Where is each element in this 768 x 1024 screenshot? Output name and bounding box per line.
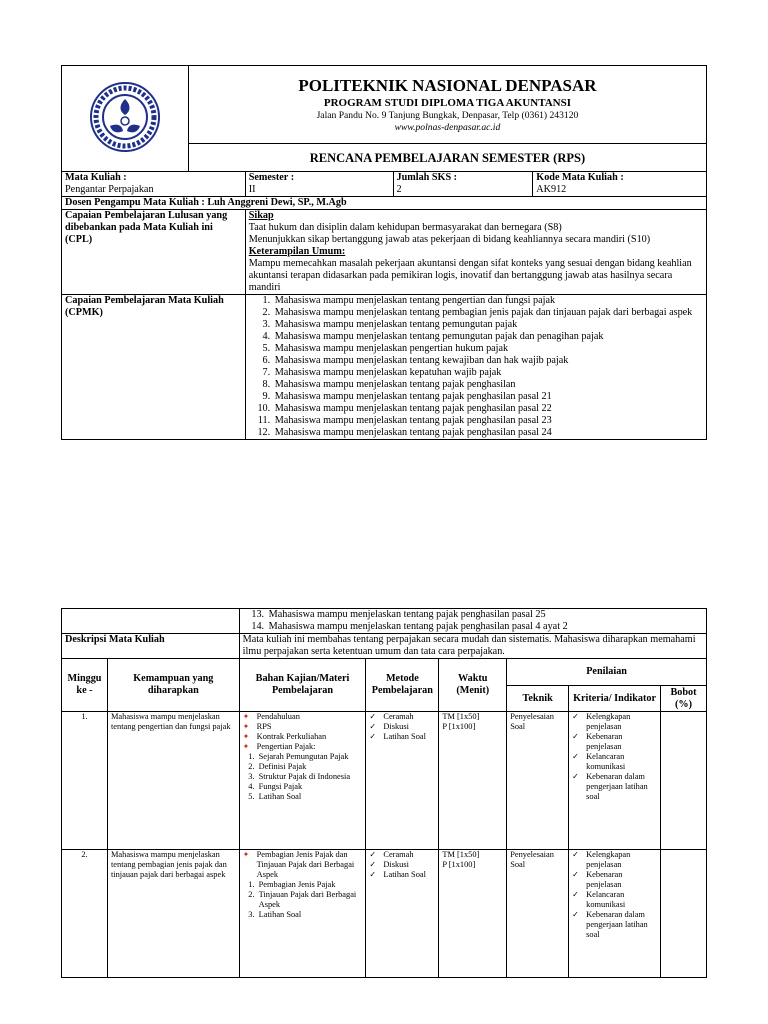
cpmk-item: 4. Mahasiswa mampu menjelaskan tentang pemungutan pajak dan penagihan pajak: [273, 331, 703, 343]
cpmk-item: 13. Mahasiswa mampu menjelaskan tentang pajak penghasilan pasal 25: [267, 609, 703, 621]
cpl-label: Capaian Pembelajaran Lulusan yang dibebankan pada Mata Kuliah ini (CPL): [62, 210, 246, 295]
institution-name: POLITEKNIK NASIONAL DENPASAR: [298, 76, 597, 95]
keterampilan-item: Mampu memecahkan masalah pekerjaan akuntansi dengan sifat konteks yang sesuai dengan bidang keahlian akuntansi terapan didasarkan pada pemikiran logis, inovatif dan bertanggung jawab atas hasilnya secara mandiri: [248, 258, 692, 293]
kode-label: Kode Mata Kuliah :: [536, 172, 624, 183]
bahan-bullet: ✦ Pendahuluan: [243, 712, 363, 722]
bahan-subitem: 2. Tinjauan Pajak dari Berbagai Aspek: [257, 890, 363, 910]
metode-item: ✓ Ceramah: [369, 712, 435, 722]
week-waktu: [439, 850, 507, 978]
sikap-item: Menunjukkan sikap bertanggung jawab atas pekerjaan di bidang keahliannya secara mandiri (S10): [248, 234, 651, 245]
week-kriteria: [569, 850, 661, 978]
cpmk-item: 14. Mahasiswa mampu menjelaskan tentang pajak penghasilan pasal 4 ayat 2: [267, 621, 703, 633]
cpl-content: [245, 210, 706, 295]
col-kriteria: Kriteria/ Indikator: [569, 686, 661, 712]
table-row: [62, 712, 707, 850]
waktu-p: P [1x100]: [442, 860, 476, 869]
col-minggu: Minggu ke -: [62, 659, 108, 712]
bahan-subitem: 1. Sejarah Pemungutan Pajak: [257, 752, 363, 762]
bahan-bullet: ✦ Pengertian Pajak:: [243, 742, 363, 752]
waktu-tm: TM [1x50]: [442, 850, 480, 859]
sks-value: 2: [396, 184, 402, 195]
kriteria-item: ✓ Kelengkapan penjelasan: [572, 712, 657, 732]
institution-website: www.polnas-denpasar.ac.id: [394, 122, 501, 133]
cpmk-content: [245, 295, 706, 440]
deskripsi-label: Deskripsi Mata Kuliah: [62, 634, 240, 659]
semester-cell: [245, 172, 393, 197]
cpmk-cont-label: [62, 609, 240, 634]
cpmk-item: 6. Mahasiswa mampu menjelaskan tentang kewajiban dan hak wajib pajak: [273, 355, 703, 367]
deskripsi-text: Mata kuliah ini membahas tentang perpajakan secara mudah dan sistematis. Mahasiswa diharapkan memahami ilmu perpajakan serta ketentuan umum dan tata cara perpajakan.: [239, 634, 706, 659]
document-title: RENCANA PEMBELAJARAN SEMESTER (RPS): [188, 144, 706, 172]
bahan-subitem: 5. Latihan Soal: [257, 792, 363, 802]
bahan-subitem: 4. Fungsi Pajak: [257, 782, 363, 792]
kriteria-item: ✓ Kelancaran komunikasi: [572, 752, 657, 772]
bahan-bullet: ✦ Kontrak Perkuliahan: [243, 732, 363, 742]
col-bobot: Bobot (%): [661, 686, 707, 712]
bahan-subitem: 3. Latihan Soal: [257, 910, 363, 920]
week-kemampuan: Mahasiswa mampu menjelaskan tentang pengertian dan fungsi pajak: [107, 712, 239, 850]
waktu-p: P [1x100]: [442, 722, 476, 731]
cpmk-item: 1. Mahasiswa mampu menjelaskan tentang pengertian dan fungsi pajak: [273, 295, 703, 307]
logo-cell: [62, 66, 189, 172]
cpmk-item: 3. Mahasiswa mampu menjelaskan tentang pemungutan pajak: [273, 319, 703, 331]
kriteria-item: ✓ Kebenaran dalam pengerjaan latihan soal: [572, 910, 657, 940]
week-kriteria: [569, 712, 661, 850]
cpmk-item: 8. Mahasiswa mampu menjelaskan tentang pajak penghasilan: [273, 379, 703, 391]
week-metode: [366, 850, 439, 978]
rps-weekly-table: [61, 608, 707, 978]
semester-label: Semester :: [248, 172, 295, 183]
mata-kuliah-cell: [62, 172, 246, 197]
sikap-heading: Sikap: [248, 210, 274, 221]
bahan-subitem: 1. Pembagian Jenis Pajak: [257, 880, 363, 890]
week-teknik: Penyelesaian Soal: [507, 850, 569, 978]
dosen-pengampu: Dosen Pengampu Mata Kuliah : Luh Anggreni Dewi, SP., M.Agb: [62, 197, 707, 210]
program-name: PROGRAM STUDI DIPLOMA TIGA AKUNTANSI: [323, 97, 571, 109]
mata-kuliah-value: Pengantar Perpajakan: [65, 184, 154, 195]
polnas-logo-icon: [89, 81, 161, 153]
week-number: 1.: [62, 712, 108, 850]
col-teknik: Teknik: [507, 686, 569, 712]
week-number: 2.: [62, 850, 108, 978]
kode-cell: [533, 172, 707, 197]
col-bahan: Bahan Kajian/Materi Pembelajaran: [239, 659, 366, 712]
cpmk-item: 7. Mahasiswa mampu menjelaskan kepatuhan wajib pajak: [273, 367, 703, 379]
metode-item: ✓ Diskusi: [369, 722, 435, 732]
kriteria-item: ✓ Kebenaran penjelasan: [572, 732, 657, 752]
table-row: [62, 850, 707, 978]
bahan-bullet: ✦ RPS: [243, 722, 363, 732]
bahan-subitem: 2. Definisi Pajak: [257, 762, 363, 772]
metode-item: ✓ Latihan Soal: [369, 870, 435, 880]
kode-value: AK912: [536, 184, 567, 195]
week-bobot: [661, 712, 707, 850]
sks-label: Jumlah SKS :: [396, 172, 458, 183]
week-kemampuan: Mahasiswa mampu menjelaskan tentang pembagian jenis pajak dan tinjauan pajak dari berbagai aspek: [107, 850, 239, 978]
sks-cell: [393, 172, 533, 197]
kriteria-item: ✓ Kebenaran dalam pengerjaan latihan soal: [572, 772, 657, 802]
cpmk-item: 10. Mahasiswa mampu menjelaskan tentang pajak penghasilan pasal 22: [273, 403, 703, 415]
cpmk-item: 11. Mahasiswa mampu menjelaskan tentang pajak penghasilan pasal 23: [273, 415, 703, 427]
metode-item: ✓ Diskusi: [369, 860, 435, 870]
cpmk-label: Capaian Pembelajaran Mata Kuliah (CPMK): [62, 295, 246, 440]
cpmk-item: 12. Mahasiswa mampu menjelaskan tentang pajak penghasilan pasal 24: [273, 427, 703, 439]
metode-item: ✓ Ceramah: [369, 850, 435, 860]
cpmk-item: 5. Mahasiswa mampu menjelaskan pengertian hukum pajak: [273, 343, 703, 355]
semester-value: II: [248, 184, 256, 195]
week-teknik: Penyelesaian Soal: [507, 712, 569, 850]
col-kemampuan: Kemampuan yang diharapkan: [107, 659, 239, 712]
kriteria-item: ✓ Kelancaran komunikasi: [572, 890, 657, 910]
rps-header-table: [61, 65, 707, 440]
bahan-subitem: 3. Struktur Pajak di Indonesia: [257, 772, 363, 782]
institution-address: Jalan Pandu No. 9 Tanjung Bungkak, Denpasar, Telp (0361) 243120: [316, 110, 579, 121]
col-penilaian: Penilaian: [507, 659, 707, 686]
week-bobot: [661, 850, 707, 978]
kriteria-item: ✓ Kebenaran penjelasan: [572, 870, 657, 890]
cpmk-item: 2. Mahasiswa mampu menjelaskan tentang pembagian jenis pajak dan tinjauan pajak dari berbagai aspek: [273, 307, 703, 319]
kriteria-item: ✓ Kelengkapan penjelasan: [572, 850, 657, 870]
week-waktu: [439, 712, 507, 850]
week-metode: [366, 712, 439, 850]
keterampilan-heading: Keterampilan Umum:: [248, 246, 346, 257]
week-bahan: [239, 850, 366, 978]
cpmk-cont-content: [239, 609, 706, 634]
metode-item: ✓ Latihan Soal: [369, 732, 435, 742]
mata-kuliah-label: Mata Kuliah :: [65, 172, 127, 183]
bahan-bullet: ✦ Pembagian Jenis Pajak dan Tinjauan Pajak dari Berbagai Aspek: [243, 850, 363, 880]
week-bahan: [239, 712, 366, 850]
institution-header: [188, 66, 706, 144]
sikap-item: Taat hukum dan disiplin dalam kehidupan bermasyarakat dan bernegara (S8): [248, 222, 562, 233]
waktu-tm: TM [1x50]: [442, 712, 480, 721]
col-metode: Metode Pembelajaran: [366, 659, 439, 712]
cpmk-item: 9. Mahasiswa mampu menjelaskan tentang pajak penghasilan pasal 21: [273, 391, 703, 403]
col-waktu: Waktu (Menit): [439, 659, 507, 712]
